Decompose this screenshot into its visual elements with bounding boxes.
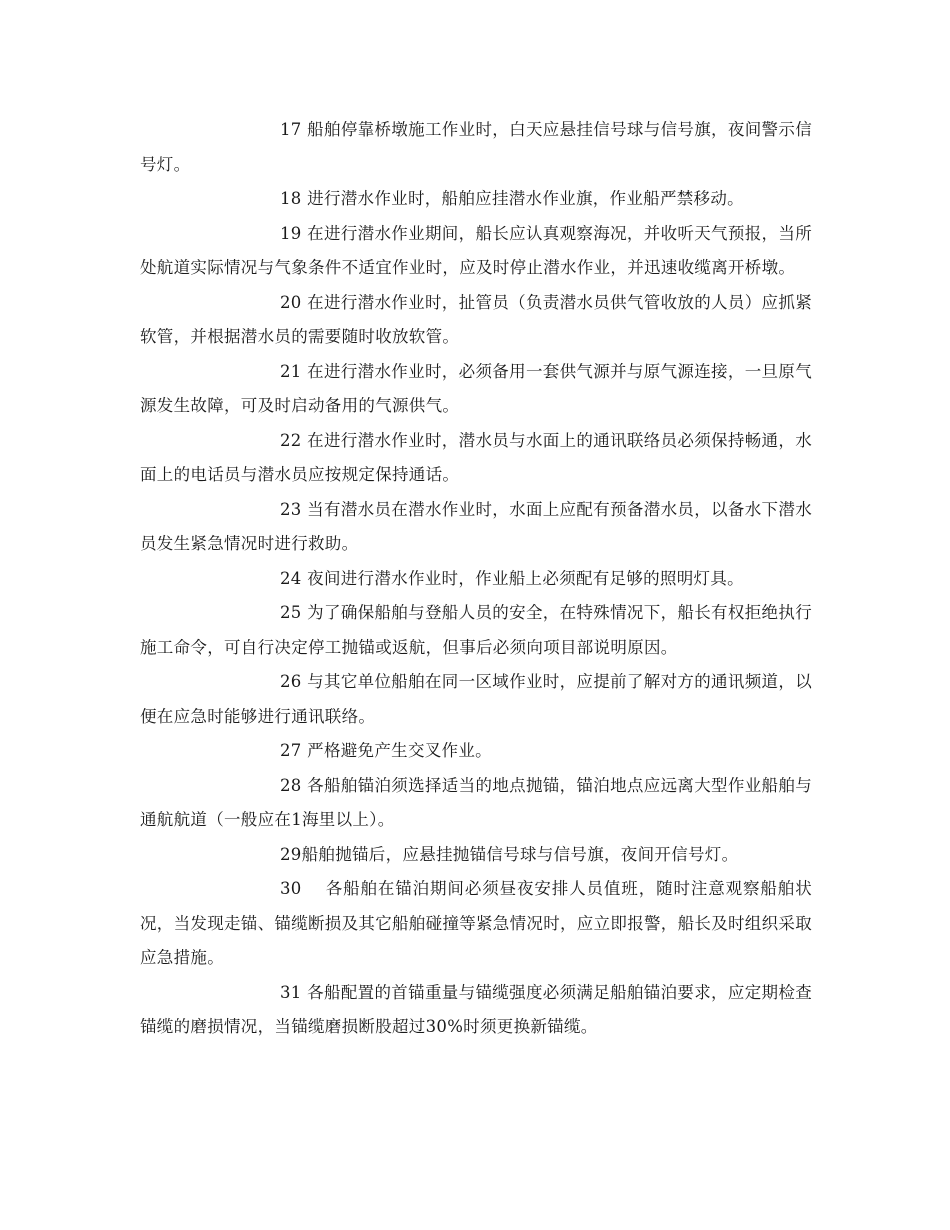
paragraph-29: 29船舶抛锚后，应悬挂抛锚信号球与信号旗，夜间开信号灯。 bbox=[280, 844, 739, 864]
paragraph-24: 24 夜间进行潜水作业时，作业船上必须配有足够的照明灯具。 bbox=[280, 568, 744, 588]
paragraph-20: 20 在进行潜水作业时，扯管员（负责潜水员供气管收放的人员）应抓紧软管，并根据潜水员的需要随时收放软管。 bbox=[140, 292, 812, 346]
paragraph-18: 18 进行潜水作业时，船舶应挂潜水作业旗，作业船严禁移动。 bbox=[280, 189, 744, 208]
paragraph-28: 28 各船舶锚泊须选择适当的地点抛锚，锚泊地点应远离大型作业船舶与通航航道（一般应在1海里以上）。 bbox=[140, 775, 812, 829]
paragraph-17: 17 船舶停靠桥墩施工作业时，白天应悬挂信号球与信号旗，夜间警示信号灯。 bbox=[140, 120, 812, 174]
paragraph-19: 19 在进行潜水作业期间，船长应认真观察海况，并收听天气预报，当所处航道实际情况与气象条件不适宜作业时，应及时停止潜水作业，并迅速收缆离开桥墩。 bbox=[140, 223, 812, 277]
paragraph-23: 23 当有潜水员在潜水作业时，水面上应配有预备潜水员，以备水下潜水员发生紧急情况时进行救助。 bbox=[140, 499, 812, 553]
paragraph-27: 27 严格避免产生交叉作业。 bbox=[280, 741, 492, 760]
paragraph-21: 21 在进行潜水作业时，必须备用一套供气源并与原气源连接，一旦原气源发生故障，可及时启动备用的气源供气。 bbox=[140, 361, 812, 415]
document-body bbox=[140, 113, 812, 1045]
paragraph-31: 31 各船配置的首锚重量与锚缆强度必须满足船舶锚泊要求，应定期检查锚缆的磨损情况，当锚缆磨损断股超过30%时须更换新锚缆。 bbox=[140, 982, 812, 1036]
paragraph-26: 26 与其它单位船舶在同一区域作业时，应提前了解对方的通讯频道，以便在应急时能够进行通讯联络。 bbox=[140, 672, 812, 726]
paragraph-30: 30 各船舶在锚泊期间必须昼夜安排人员值班，随时注意观察船舶状况，当发现走锚、锚缆断损及其它船舶碰撞等紧急情况时，应立即报警，船长及时组织采取应急措施。 bbox=[140, 879, 812, 967]
paragraph-25: 25 为了确保船舶与登船人员的安全，在特殊情况下，船长有权拒绝执行施工命令，可自行决定停工抛锚或返航，但事后必须向项目部说明原因。 bbox=[140, 603, 812, 657]
paragraph-22: 22 在进行潜水作业时，潜水员与水面上的通讯联络员必须保持畅通，水面上的电话员与潜水员应按规定保持通话。 bbox=[140, 430, 812, 484]
